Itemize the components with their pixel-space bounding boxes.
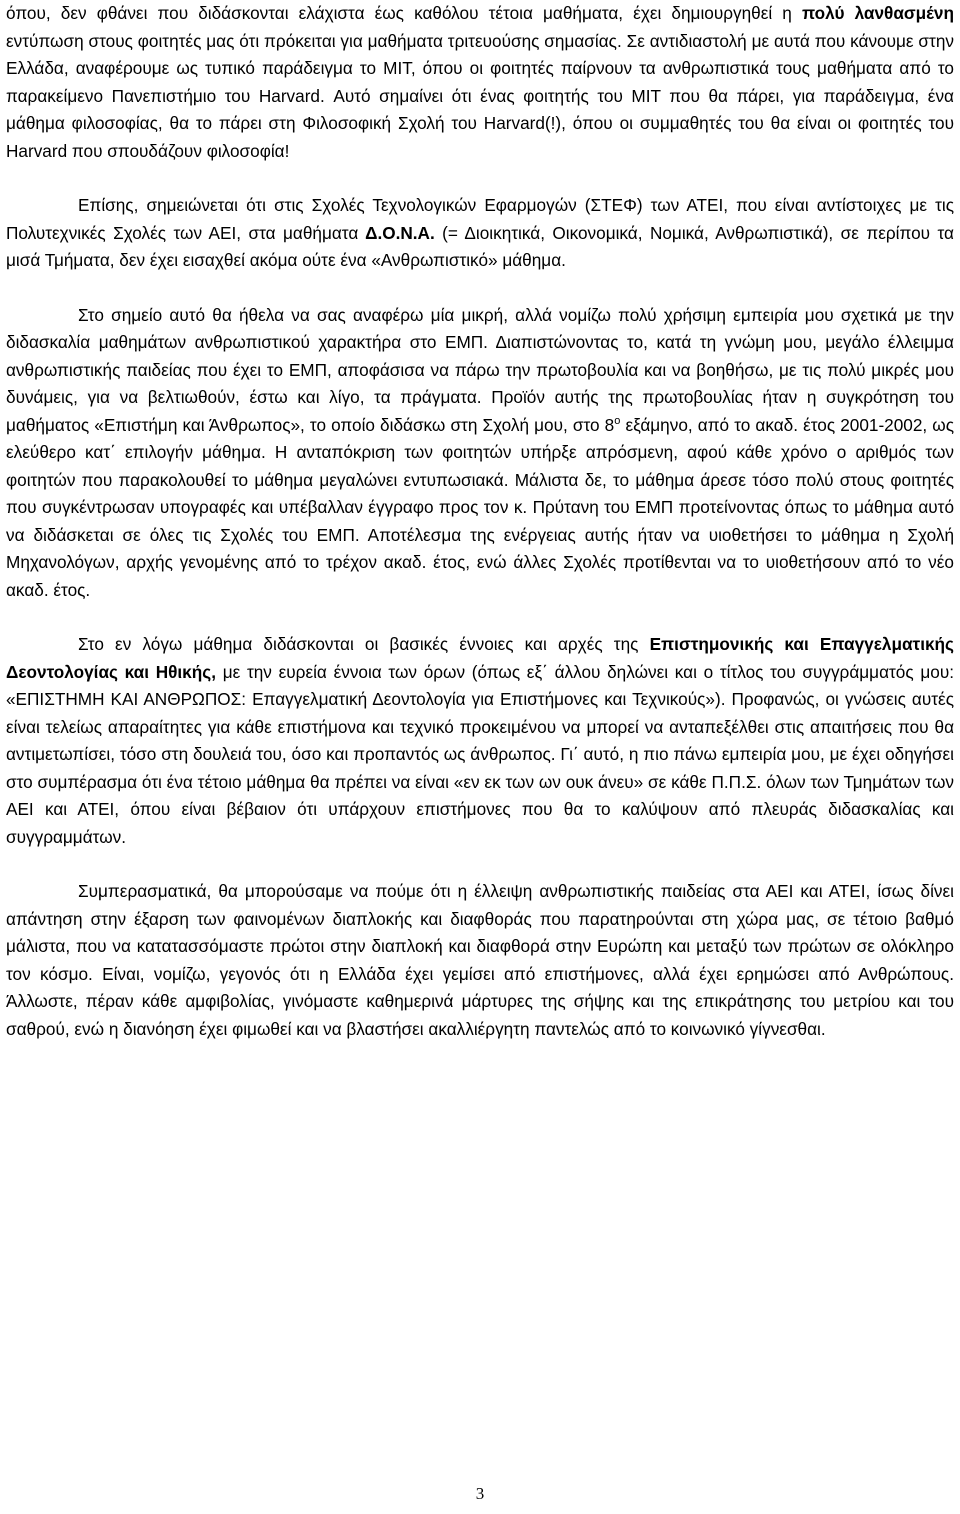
paragraph-2 [6,192,954,275]
paragraph-2-text-rest: (= Διοικητικά, Οικονομικά, Νομικά, Ανθρωπιστικά), σε περίπου τα μισά Τμήματα, δεν έχει εισαχθεί ακόμα ούτε ένα «Ανθρωπιστικό» μάθημα. [6,222,954,270]
paragraph-3-text-a: Στο σημείο αυτό θα ήθελα να σας αναφέρω μία μικρή, αλλά νομίζω πολύ χρήσιμη εμπειρία μου σχετικά με την διδασκαλία μαθημάτων ανθρωπιστικού χαρακτήρα στο ΕΜΠ. Διαπιστώνοντας το, κατά τη γνώμη μου, μεγάλο έλλειμμα ανθρωπιστικής παιδείας που έχει το ΕΜΠ, αποφάσισα να πάρω την πρωτοβουλία και να βοηθήσω, με τις πολύ μικρές μου δυνάμεις, για να βελτιωθούν, έστω και λίγο, τα πράγματα. Προϊόν αυτής της πρωτοβουλίας ήταν η συγκρότηση του μαθήματος «Επιστήμη και Άνθρωπος», το οποίο διδάσκω στη Σχολή μου, στο 8 [6,304,954,435]
paragraph-1 [6,0,954,165]
paragraph-1-text-c: εντύπωση στους φοιτητές μας ότι πρόκειται για μαθήματα τριτευούσης σημασίας. Σε αντιδιαστολή με αυτά που κάνουμε στην Ελλάδα, αναφέρουμε ως τυπικό παράδειγμα το MIT, όπου οι φοιτητές παίρνουν τα ανθρωπιστικά τους μαθήματα από το παρακείμενο Πανεπιστήμιο του Harvard. Αυτό σημαίνει ότι ένας φοιτητής του MIT που θα πάρει, για παράδειγμα, ένα μάθημα φιλοσοφίας, θα το πάρει στη Φιλοσοφική Σχολή του Harvard(!), όπου οι συμμαθητές του θα είναι οι φοιτητές του Harvard που σπουδάζουν φιλοσοφία! [6,30,954,161]
paragraph-2-text: Επίσης, σημειώνεται ότι στις Σχολές Τεχνολογικών Εφαρμογών (ΣΤΕΦ) των ΑΤΕΙ, που είναι αντίστοιχες με τις Πολυτεχνικές Σχολές των ΑΕΙ, στα μαθήματα [6,195,954,243]
paragraph-spacer [6,604,954,631]
page-number: 3 [475,1484,485,1503]
paragraph-5 [6,878,954,1043]
paragraph-3-text-b: εξάμηνο, από το ακαδ. έτος 2001-2002, ως ελεύθερο κατ΄ επιλογήν μάθημα. Η ανταπόκριση των φοιτητών υπήρξε απρόσμενη, αφού κάθε χρόνο ο αριθμός των φοιτητών που παρακολουθεί το μάθημα μεγαλώνει εντυπωσιακά. Μάλιστα δε, το μάθημα άρεσε τόσο πολύ στους φοιτητές που συγκέντρωσαν υπογραφές και υπέβαλλαν έγγραφο προς τον κ. Πρύτανη του ΕΜΠ προτείνοντας όπως το μάθημα αυτό να διδάσκεται σε όλες τις Σχολές του ΕΜΠ. Αποτέλεσμα της ενέργειας αυτής ήταν να υιοθετήσει το μάθημα η Σχολή Μηχανολόγων, αρχής γενομένης από το τρέχον ακαδ. έτος, ενώ άλλες Σχολές προτίθενται να το υιοθετήσουν από το νέο ακαδ. έτος. [6,414,954,600]
paragraph-spacer [6,165,954,192]
paragraph-1-text-a: όπου, δεν φθάνει που διδάσκονται ελάχιστα έως καθόλου τέτοια μαθήματα, έχει δημιουργηθεί η [6,3,802,23]
paragraph-spacer [6,275,954,302]
paragraph-2-bold: Δ.Ο.Ν.Α. [358,222,435,243]
paragraph-4 [6,631,954,851]
paragraph-5-text: Συμπερασματικά, θα μπορούσαμε να πούμε ότι η έλλειψη ανθρωπιστικής παιδείας στα ΑΕΙ και ΑΤΕΙ, ίσως δίνει απάντηση στην έξαρση των φαινομένων διαπλοκής και διαφθοράς που παρατηρούνται στη χώρα μας, σε τέτοιο βαθμό μάλιστα, που να κατατασσόμαστε πρώτοι στην διαπλοκή και διαφθορά στην Ευρώπη και μεταξύ των πρώτων σε ολόκληρο τον κόσμο. Είναι, νομίζω, γεγονός ότι η Ελλάδα έχει γεμίσει από επιστήμονες, αλλά έχει ερημώσει από Ανθρώπους. Άλλωστε, πέραν κάθε αμφιβολίας, γινόμαστε καθημερινά μάρτυρες της σήψης και της επικράτησης του μετρίου και του σαθρού, ενώ η διανόηση έχει φιμωθεί και να βλαστήσει ακαλλιέργητη παντελώς από το κοινωνικό γίγνεσθαι. [6,881,954,1039]
paragraph-3 [6,302,954,605]
paragraph-4-bold: Επιστημονικής και Επαγγελματικής Δεοντολογίας και Ηθικής, [6,634,954,682]
paragraph-4-text-c: με την ευρεία έννοια των όρων (όπως εξ΄ άλλου δηλώνει και ο τίτλος του συγγράμματός μου: «ΕΠΙΣΤΗΜΗ ΚΑΙ ΑΝΘΡΩΠΟΣ: Επαγγελματική Δεοντολογία για Επιστήμονες και Τεχνικούς»). Προφανώς, οι γνώσεις αυτές είναι τελείως απαραίτητες για κάθε επιστήμονα και τεχνικό προκειμένου να μπορεί να ανταπεξέλθει στις απαιτήσεις που θα αντιμετωπίσει, τόσο στη δουλειά του, όσο και προπαντός ως άνθρωπος. Γι΄ αυτό, η πιο πάνω εμπειρία μου, με έχει οδηγήσει στο συμπέρασμα ότι ένα τέτοιο μάθημα θα πρέπει να είναι «εν εκ των ων ουκ άνευ» σε κάθε Π.Π.Σ. όλων των Τμημάτων των ΑΕΙ και ΑΤΕΙ, όπου είναι βέβαιον ότι υπάρχουν επιστήμονες που θα το καλύψουν από πλευράς διδασκαλίας και συγγραμμάτων. [6,661,954,847]
paragraph-1-bold: πολύ λανθασμένη [801,3,954,23]
document-page [6,0,954,1043]
paragraph-spacer [6,851,954,878]
paragraph-4-text-a: Στο εν λόγω μάθημα διδάσκονται οι βασικές έννοιες και αρχές της [78,634,650,654]
ordinal-superscript: ο [614,414,621,427]
